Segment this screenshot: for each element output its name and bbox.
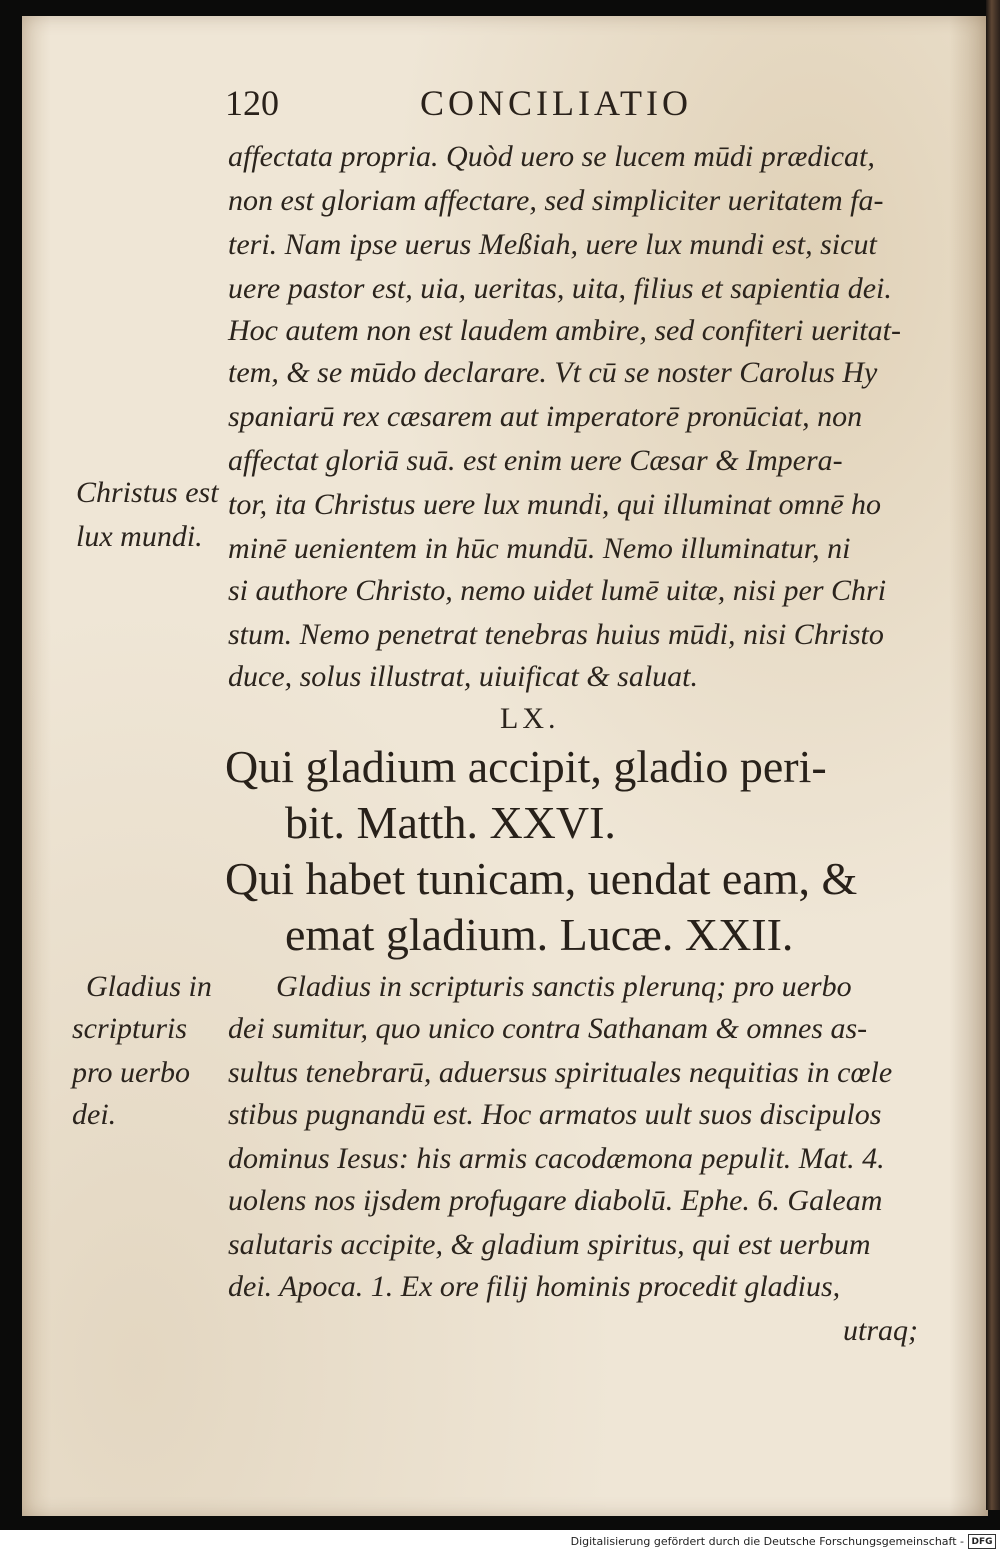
page-edge bbox=[986, 0, 1000, 1510]
body-line: minē uenientem in hūc mundū. Nemo illuminatur, ni bbox=[228, 532, 851, 565]
margin-note: lux mundi. bbox=[76, 520, 203, 553]
margin-note: Gladius in bbox=[86, 970, 212, 1003]
running-head: CONCILIATIO bbox=[420, 83, 692, 123]
body-line: spaniarū rex cæsarem aut imperatorē pronūciat, non bbox=[228, 400, 863, 433]
body-line: duce, solus illustrat, uiuificat & saluat. bbox=[228, 660, 699, 693]
body-line: Gladius in scripturis sanctis plerunq; pro uerbo bbox=[276, 970, 852, 1003]
margin-note: Christus est bbox=[76, 476, 219, 509]
section-title-line: emat gladium. Lucæ. XXII. bbox=[285, 909, 794, 960]
body-line: dominus Iesus: his armis cacodæmona pepulit. Mat. 4. bbox=[228, 1142, 885, 1175]
body-line: salutaris accipite, & gladium spiritus, qui est uerbum bbox=[228, 1228, 871, 1261]
body-line: teri. Nam ipse uerus Meßiah, uere lux mundi est, sicut bbox=[228, 228, 877, 261]
page-number: 120 bbox=[225, 83, 279, 123]
body-line: stibus pugnandū est. Hoc armatos uult suos discipulos bbox=[228, 1098, 882, 1131]
section-title-line: Qui gladium accipit, gladio peri- bbox=[225, 741, 827, 792]
body-line: sultus tenebrarū, aduersus spirituales nequitias in cœle bbox=[228, 1056, 893, 1089]
body-line: non est gloriam affectare, sed simpliciter ueritatem fa- bbox=[228, 184, 884, 217]
margin-note: scripturis bbox=[72, 1012, 188, 1045]
body-line: affectata propria. Quòd uero se lucem mūdi prædicat, bbox=[228, 140, 875, 173]
body-line: tem, & se mūdo declarare. Vt cū se noster Carolus Hy bbox=[228, 356, 878, 389]
section-title-line: Qui habet tunicam, uendat eam, & bbox=[225, 853, 858, 904]
footer-bar bbox=[0, 1530, 1000, 1555]
catchword: utraq; bbox=[843, 1314, 918, 1347]
body-line: Hoc autem non est laudem ambire, sed confiteri ueritat- bbox=[228, 314, 901, 347]
body-line: tor, ita Christus uere lux mundi, qui illuminat omnē ho bbox=[228, 488, 882, 521]
dfg-logo: DFG bbox=[968, 1534, 996, 1549]
body-line: uolens nos ijsdem profugare diabolū. Ephe. 6. Galeam bbox=[228, 1184, 883, 1217]
margin-note: pro uerbo bbox=[72, 1056, 191, 1089]
body-line: affectat gloriā suā. est enim uere Cæsar & Impera- bbox=[228, 444, 843, 477]
section-title-line: bit. Matth. XXVI. bbox=[285, 797, 616, 848]
body-line: uere pastor est, uia, ueritas, uita, filius et sapientia dei. bbox=[228, 272, 892, 305]
body-line: dei. Apoca. 1. Ex ore filij hominis procedit gladius, bbox=[228, 1270, 841, 1303]
body-line: dei sumitur, quo unico contra Sathanam & omnes as- bbox=[228, 1012, 868, 1045]
section-number: LX. bbox=[500, 702, 560, 735]
body-line: stum. Nemo penetrat tenebras huius mūdi, nisi Christo bbox=[228, 618, 884, 651]
margin-note: dei. bbox=[72, 1098, 117, 1131]
body-line: si authore Christo, nemo uidet lumē uitæ, nisi per Chri bbox=[228, 574, 887, 607]
footer-credit: Digitalisierung gefördert durch die Deutsche Forschungsgemeinschaft - bbox=[570, 1535, 964, 1548]
